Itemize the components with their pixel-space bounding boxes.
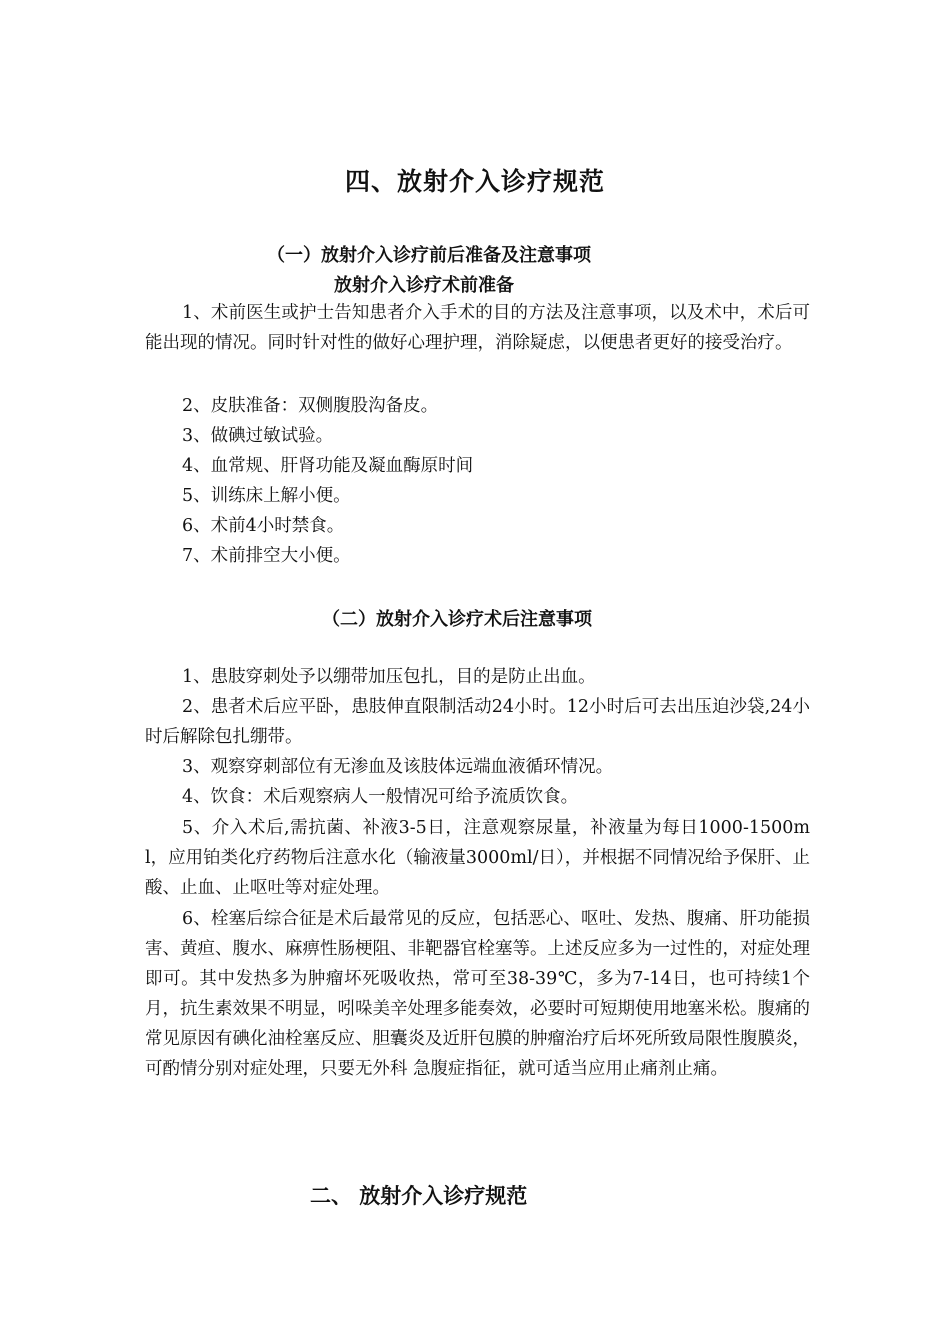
paragraph-postop-5: 5、介入术后,需抗菌、补液3-5日，注意观察尿量，补液量为每日1000-1500ml，应用铂类化疗药物后注意水化（输液量3000ml/日），并根据不同情况给予保肝、止酸、止血、止呕吐等对症处理。 xyxy=(145,818,810,898)
paragraph-postop-2: 2、患者术后应平卧，患肢伸直限制活动24小时。12小时后可去出压迫沙袋,24小时后解除包扎绷带。 xyxy=(145,697,810,747)
paragraph-preop-7: 7、术前排空大小便。 xyxy=(182,546,351,566)
paragraph-preop-5: 5、训练床上解小便。 xyxy=(182,486,351,506)
page-title: 四、放射介入诊疗规范 xyxy=(344,167,605,196)
next-section-title: 二、 放射介入诊疗规范 xyxy=(310,1184,528,1208)
paragraph-postop-6: 6、栓塞后综合征是术后最常见的反应，包括恶心、呕吐、发热、腹痛、肝功能损害、黄疸、腹水、麻痹性肠梗阻、非靶器官栓塞等。上述反应多为一过性的，对症处理即可。其中发热多为肿瘤坏死吸收热，常可至38-39℃，多为7-14日，也可持续1个月，抗生素效果不明显，吲哚美辛处理多能奏效，必要时可短期使用地塞米松。腹痛的常见原因有碘化油栓塞反应、胆囊炎及近肝包膜的肿瘤治疗后坏死所致局限性腹膜炎，可酌情分别对症处理，只要无外科 急腹症指征，就可适当应用止痛剂止痛。 xyxy=(145,909,810,1079)
section-subheading-preop: 放射介入诊疗术前准备 xyxy=(334,275,514,296)
paragraph-postop-3: 3、观察穿刺部位有无渗血及该肢体远端血液循环情况。 xyxy=(182,757,614,777)
paragraph-preop-1: 1、术前医生或护士告知患者介入手术的目的方法及注意事项，以及术中，术后可能出现的情况。同时针对性的做好心理护理，消除疑虑，以便患者更好的接受治疗。 xyxy=(145,303,810,353)
section-heading-1: （一）放射介入诊疗前后准备及注意事项 xyxy=(267,245,591,266)
paragraph-postop-4: 4、饮食：术后观察病人一般情况可给予流质饮食。 xyxy=(182,787,579,807)
paragraph-postop-1: 1、患肢穿刺处予以绷带加压包扎，目的是防止出血。 xyxy=(182,667,596,687)
paragraph-preop-6: 6、术前4小时禁食。 xyxy=(182,516,345,536)
paragraph-preop-4: 4、血常规、肝肾功能及凝血酶原时间 xyxy=(182,456,474,476)
paragraph-preop-3: 3、做碘过敏试验。 xyxy=(182,426,334,446)
paragraph-preop-2: 2、皮肤准备：双侧腹股沟备皮。 xyxy=(182,396,439,416)
section-heading-2: （二）放射介入诊疗术后注意事项 xyxy=(322,609,592,630)
